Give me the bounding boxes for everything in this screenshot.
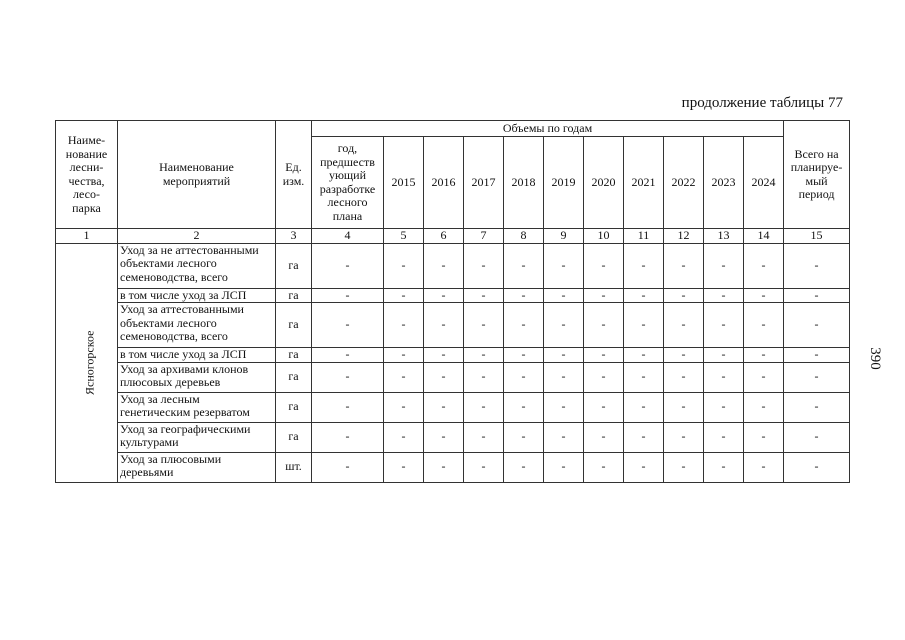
value-cell: - xyxy=(704,392,744,422)
value-cell: - xyxy=(584,348,624,363)
column-number: 12 xyxy=(664,229,704,244)
value-cell: - xyxy=(664,362,704,392)
value-cell: - xyxy=(784,243,850,288)
column-number: 14 xyxy=(744,229,784,244)
value-cell: - xyxy=(744,303,784,348)
column-number: 6 xyxy=(424,229,464,244)
value-cell: - xyxy=(784,392,850,422)
value-cell: - xyxy=(504,288,544,303)
value-cell: - xyxy=(504,452,544,482)
header-year: 2022 xyxy=(664,137,704,229)
value-cell: - xyxy=(584,243,624,288)
value-cell: - xyxy=(424,362,464,392)
value-cell: - xyxy=(312,303,384,348)
value-cell: - xyxy=(312,422,384,452)
value-cell: - xyxy=(744,392,784,422)
column-number: 2 xyxy=(118,229,276,244)
value-cell: - xyxy=(384,392,424,422)
value-cell: - xyxy=(464,243,504,288)
value-cell: - xyxy=(312,288,384,303)
column-number: 4 xyxy=(312,229,384,244)
value-cell: - xyxy=(384,348,424,363)
header-volumes: Объемы по годам xyxy=(312,121,784,137)
column-number: 7 xyxy=(464,229,504,244)
value-cell: - xyxy=(744,243,784,288)
value-cell: - xyxy=(504,362,544,392)
unit-cell: га xyxy=(276,362,312,392)
value-cell: - xyxy=(624,303,664,348)
value-cell: - xyxy=(664,422,704,452)
value-cell: - xyxy=(664,348,704,363)
value-cell: - xyxy=(504,243,544,288)
value-cell: - xyxy=(784,288,850,303)
column-number: 9 xyxy=(544,229,584,244)
value-cell: - xyxy=(424,288,464,303)
column-number: 15 xyxy=(784,229,850,244)
forest-seed-care-table xyxy=(55,120,850,483)
header-total: Всего на планируе- мый период xyxy=(784,121,850,229)
value-cell: - xyxy=(664,452,704,482)
value-cell: - xyxy=(384,243,424,288)
value-cell: - xyxy=(544,243,584,288)
value-cell: - xyxy=(744,288,784,303)
value-cell: - xyxy=(384,362,424,392)
value-cell: - xyxy=(624,348,664,363)
value-cell: - xyxy=(664,303,704,348)
value-cell: - xyxy=(624,288,664,303)
activity-name: Уход за лесным генетическим резерватом xyxy=(118,392,276,422)
value-cell: - xyxy=(624,392,664,422)
header-prior-year: год, предшеств ующий разработке лесного плана xyxy=(312,137,384,229)
value-cell: - xyxy=(504,392,544,422)
value-cell: - xyxy=(424,452,464,482)
value-cell: - xyxy=(544,422,584,452)
value-cell: - xyxy=(504,422,544,452)
value-cell: - xyxy=(464,422,504,452)
column-number: 1 xyxy=(56,229,118,244)
activity-name: в том числе уход за ЛСП xyxy=(118,288,276,303)
unit-cell: га xyxy=(276,303,312,348)
value-cell: - xyxy=(464,452,504,482)
value-cell: - xyxy=(384,422,424,452)
value-cell: - xyxy=(464,288,504,303)
unit-cell: шт. xyxy=(276,452,312,482)
table-row xyxy=(56,348,850,363)
header-year: 2019 xyxy=(544,137,584,229)
value-cell: - xyxy=(584,422,624,452)
value-cell: - xyxy=(664,243,704,288)
value-cell: - xyxy=(544,303,584,348)
value-cell: - xyxy=(664,392,704,422)
unit-cell: га xyxy=(276,348,312,363)
header-year: 2024 xyxy=(744,137,784,229)
value-cell: - xyxy=(312,243,384,288)
value-cell: - xyxy=(704,243,744,288)
header-year: 2021 xyxy=(624,137,664,229)
value-cell: - xyxy=(424,422,464,452)
column-number: 11 xyxy=(624,229,664,244)
table-row xyxy=(56,362,850,392)
header-unit: Ед. изм. xyxy=(276,121,312,229)
value-cell: - xyxy=(544,452,584,482)
table-row xyxy=(56,243,850,288)
value-cell: - xyxy=(744,348,784,363)
header-forestry: Наиме- нование лесни- чества, лесо- парка xyxy=(56,121,118,229)
forestry-name: Ясногорское xyxy=(82,330,97,395)
table-row xyxy=(56,422,850,452)
value-cell: - xyxy=(464,348,504,363)
header-year: 2017 xyxy=(464,137,504,229)
header-year: 2020 xyxy=(584,137,624,229)
value-cell: - xyxy=(504,303,544,348)
value-cell: - xyxy=(664,288,704,303)
table-row xyxy=(56,303,850,348)
column-number: 3 xyxy=(276,229,312,244)
table-row xyxy=(56,452,850,482)
activity-name: Уход за географическими культурами xyxy=(118,422,276,452)
page-number: 390 xyxy=(866,347,883,370)
value-cell: - xyxy=(704,303,744,348)
column-number: 10 xyxy=(584,229,624,244)
value-cell: - xyxy=(424,392,464,422)
value-cell: - xyxy=(544,288,584,303)
unit-cell: га xyxy=(276,243,312,288)
activity-name: в том числе уход за ЛСП xyxy=(118,348,276,363)
value-cell: - xyxy=(464,303,504,348)
value-cell: - xyxy=(624,243,664,288)
value-cell: - xyxy=(744,452,784,482)
column-number: 13 xyxy=(704,229,744,244)
value-cell: - xyxy=(624,452,664,482)
value-cell: - xyxy=(704,422,744,452)
value-cell: - xyxy=(504,348,544,363)
value-cell: - xyxy=(584,362,624,392)
activity-name: Уход за аттестованными объектами лесного семеноводства, всего xyxy=(118,303,276,348)
value-cell: - xyxy=(424,243,464,288)
table-row xyxy=(56,288,850,303)
table-caption: продолжение таблицы 77 xyxy=(681,95,843,111)
value-cell: - xyxy=(384,303,424,348)
header-year: 2023 xyxy=(704,137,744,229)
value-cell: - xyxy=(584,303,624,348)
value-cell: - xyxy=(312,392,384,422)
value-cell: - xyxy=(784,348,850,363)
value-cell: - xyxy=(424,348,464,363)
header-year: 2015 xyxy=(384,137,424,229)
header-year: 2016 xyxy=(424,137,464,229)
value-cell: - xyxy=(624,422,664,452)
activity-name: Уход за плюсовыми деревьями xyxy=(118,452,276,482)
header-activity: Наименование мероприятий xyxy=(118,121,276,229)
column-number-row xyxy=(56,229,850,244)
value-cell: - xyxy=(784,303,850,348)
value-cell: - xyxy=(784,452,850,482)
column-number: 5 xyxy=(384,229,424,244)
forestry-name-cell xyxy=(56,243,118,482)
value-cell: - xyxy=(464,392,504,422)
value-cell: - xyxy=(784,422,850,452)
value-cell: - xyxy=(312,452,384,482)
value-cell: - xyxy=(424,303,464,348)
value-cell: - xyxy=(584,288,624,303)
value-cell: - xyxy=(624,362,664,392)
value-cell: - xyxy=(704,288,744,303)
unit-cell: га xyxy=(276,288,312,303)
value-cell: - xyxy=(544,392,584,422)
value-cell: - xyxy=(744,362,784,392)
value-cell: - xyxy=(384,452,424,482)
value-cell: - xyxy=(584,392,624,422)
unit-cell: га xyxy=(276,422,312,452)
value-cell: - xyxy=(784,362,850,392)
value-cell: - xyxy=(464,362,504,392)
value-cell: - xyxy=(744,422,784,452)
value-cell: - xyxy=(312,362,384,392)
value-cell: - xyxy=(384,288,424,303)
value-cell: - xyxy=(544,362,584,392)
table-row xyxy=(56,392,850,422)
value-cell: - xyxy=(704,362,744,392)
header-year: 2018 xyxy=(504,137,544,229)
activity-name: Уход за архивами клонов плюсовых деревьев xyxy=(118,362,276,392)
activity-name: Уход за не аттестованными объектами лесного семеноводства, всего xyxy=(118,243,276,288)
value-cell: - xyxy=(704,348,744,363)
value-cell: - xyxy=(584,452,624,482)
value-cell: - xyxy=(312,348,384,363)
value-cell: - xyxy=(544,348,584,363)
value-cell: - xyxy=(704,452,744,482)
column-number: 8 xyxy=(504,229,544,244)
unit-cell: га xyxy=(276,392,312,422)
